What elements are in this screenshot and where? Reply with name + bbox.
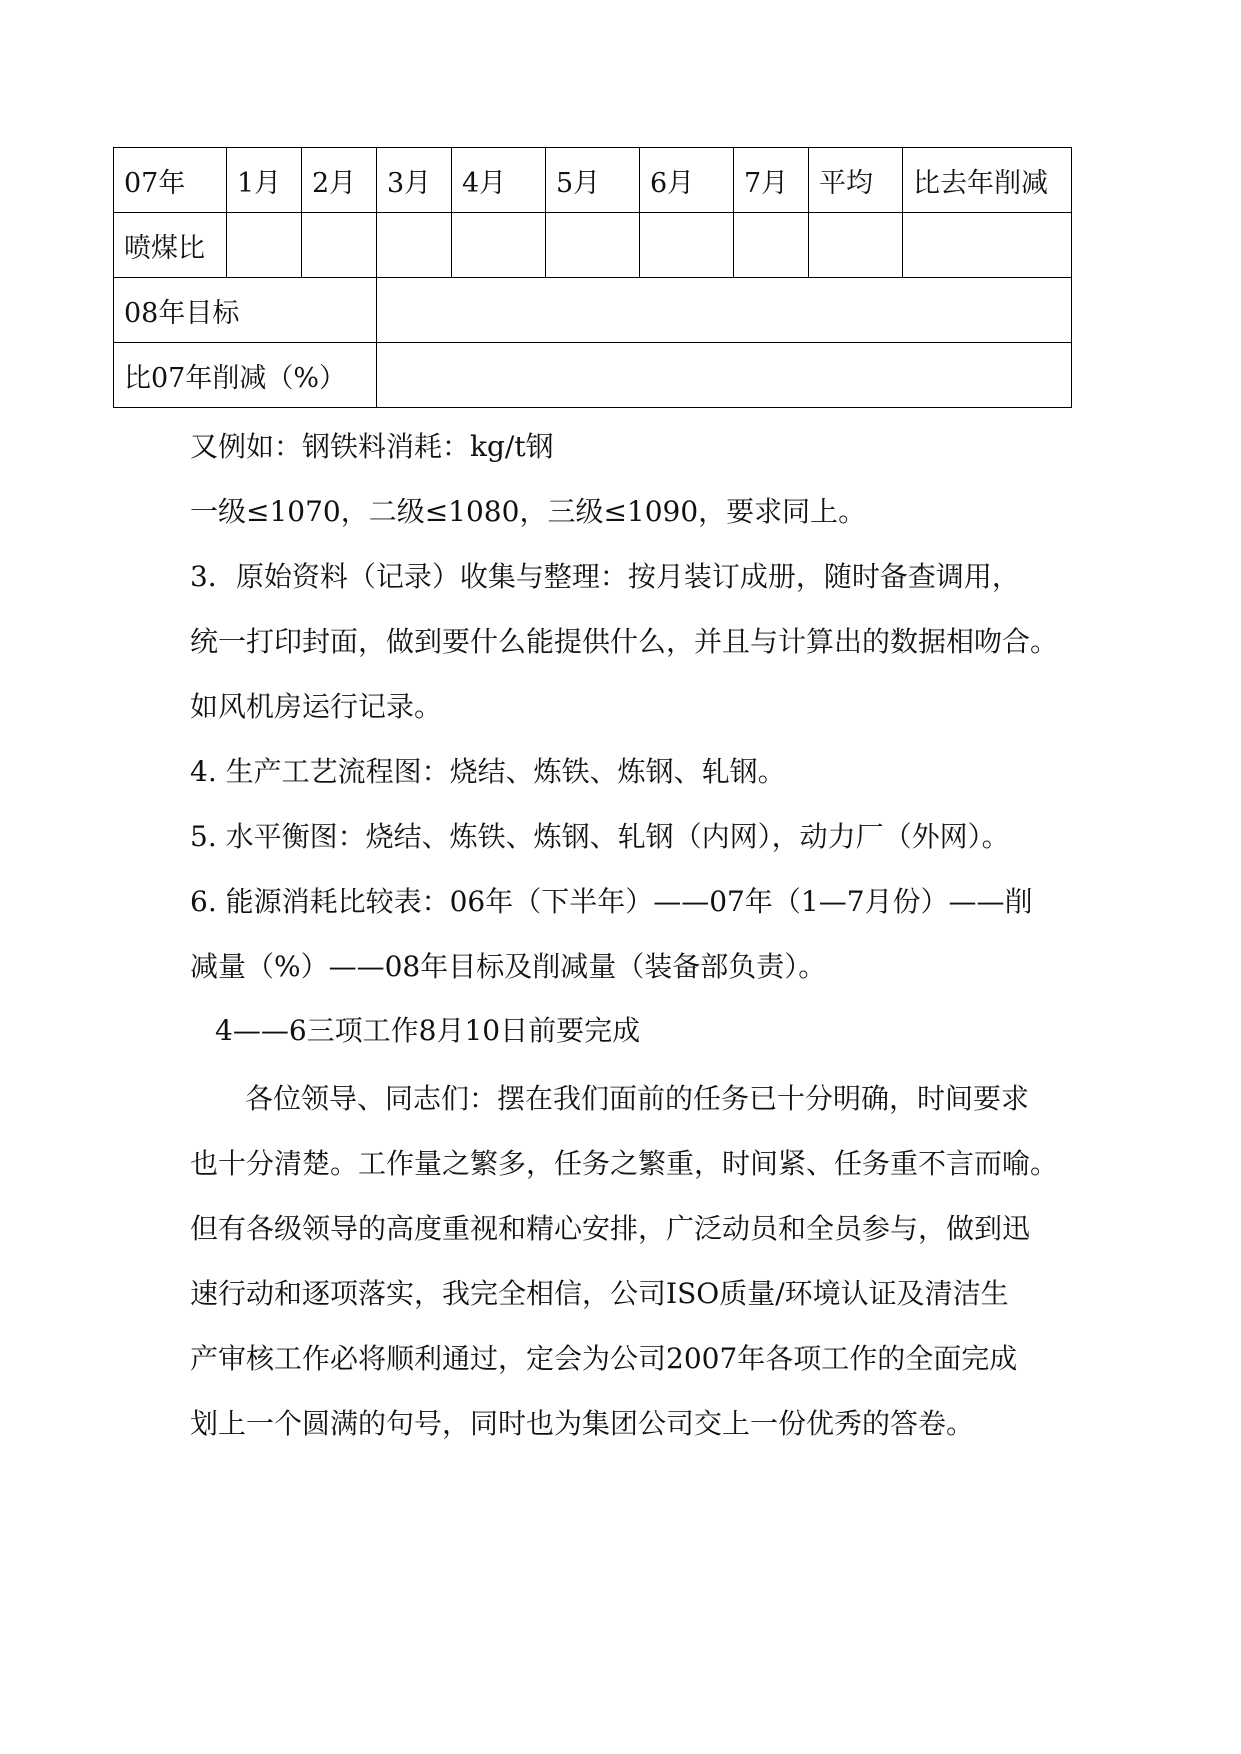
header-cell-mar: 3月: [377, 148, 452, 213]
table-row-injection: [114, 213, 1072, 278]
text-line-closing-4: 速行动和逐项落实，我完全相信，公司ISO质量/环境认证及清洁生: [190, 1277, 1009, 1310]
table-cell: [302, 213, 377, 278]
table-cell: [377, 213, 452, 278]
table-header-row: [114, 148, 1072, 213]
header-cell-may: 5月: [546, 148, 640, 213]
header-cell-jan: 1月: [227, 148, 302, 213]
text-line-item-3-end: 如风机房运行记录。: [190, 690, 443, 723]
row-label-reduction: 比07年削减（%）: [114, 343, 377, 408]
text-line-item-3: 3．原始资料（记录）收集与整理：按月装订成册，随时备查调用，: [190, 560, 1020, 593]
text-line-example: 又例如：钢铁料消耗：kg/t钢: [190, 430, 554, 463]
header-cell-reduction: 比去年削减: [903, 148, 1072, 213]
header-cell-jul: 7月: [734, 148, 809, 213]
text-line-closing-2: 也十分清楚。工作量之繁多，任务之繁重，时间紧、任务重不言而喻。: [190, 1147, 1059, 1180]
header-cell-apr: 4月: [452, 148, 546, 213]
header-cell-feb: 2月: [302, 148, 377, 213]
table-cell: [903, 213, 1072, 278]
table-row-target-08: [114, 278, 1072, 343]
table-cell: [546, 213, 640, 278]
text-line-closing-3: 但有各级领导的高度重视和精心安排，广泛动员和全员参与，做到迅: [190, 1212, 1031, 1245]
row-label-target-08: 08年目标: [114, 278, 377, 343]
table-cell: [452, 213, 546, 278]
header-cell-jun: 6月: [640, 148, 734, 213]
text-line-levels: 一级≤1070，二级≤1080，三级≤1090，要求同上。: [190, 495, 867, 528]
header-cell-average: 平均: [809, 148, 903, 213]
table-cell: [640, 213, 734, 278]
header-cell-year: 07年: [114, 148, 227, 213]
text-line-closing-6: 划上一个圆满的句号，同时也为集团公司交上一份优秀的答卷。: [190, 1407, 975, 1440]
text-line-item-5: 5. 水平衡图：烧结、炼铁、炼钢、轧钢（内网），动力厂（外网）。: [190, 820, 1010, 853]
text-line-closing-1: 各位领导、同志们：摆在我们面前的任务已十分明确，时间要求: [245, 1082, 1030, 1115]
table-cell: [734, 213, 809, 278]
text-line-item-4: 4. 生产工艺流程图：烧结、炼铁、炼钢、轧钢。: [190, 755, 786, 788]
table-cell: [377, 343, 1072, 408]
text-line-closing-5: 产审核工作必将顺利通过，定会为公司2007年各项工作的全面完成: [190, 1342, 1018, 1375]
table-cell: [377, 278, 1072, 343]
text-line-item-6: 6. 能源消耗比较表：06年（下半年）——07年（1—7月份）——削: [190, 885, 1033, 918]
text-line-item-6-cont: 减量（%）——08年目标及削减量（装备部负责）。: [190, 950, 827, 983]
row-label-injection: 喷煤比: [114, 213, 227, 278]
energy-consumption-table: [113, 147, 1072, 408]
table-row-reduction: [114, 343, 1072, 408]
table-cell: [809, 213, 903, 278]
energy-table-container: [113, 147, 1072, 408]
table-cell: [227, 213, 302, 278]
text-line-deadline: 4——6三项工作8月10日前要完成: [215, 1014, 641, 1047]
text-line-item-3-cont: 统一打印封面，做到要什么能提供什么，并且与计算出的数据相吻合。: [190, 625, 1059, 658]
